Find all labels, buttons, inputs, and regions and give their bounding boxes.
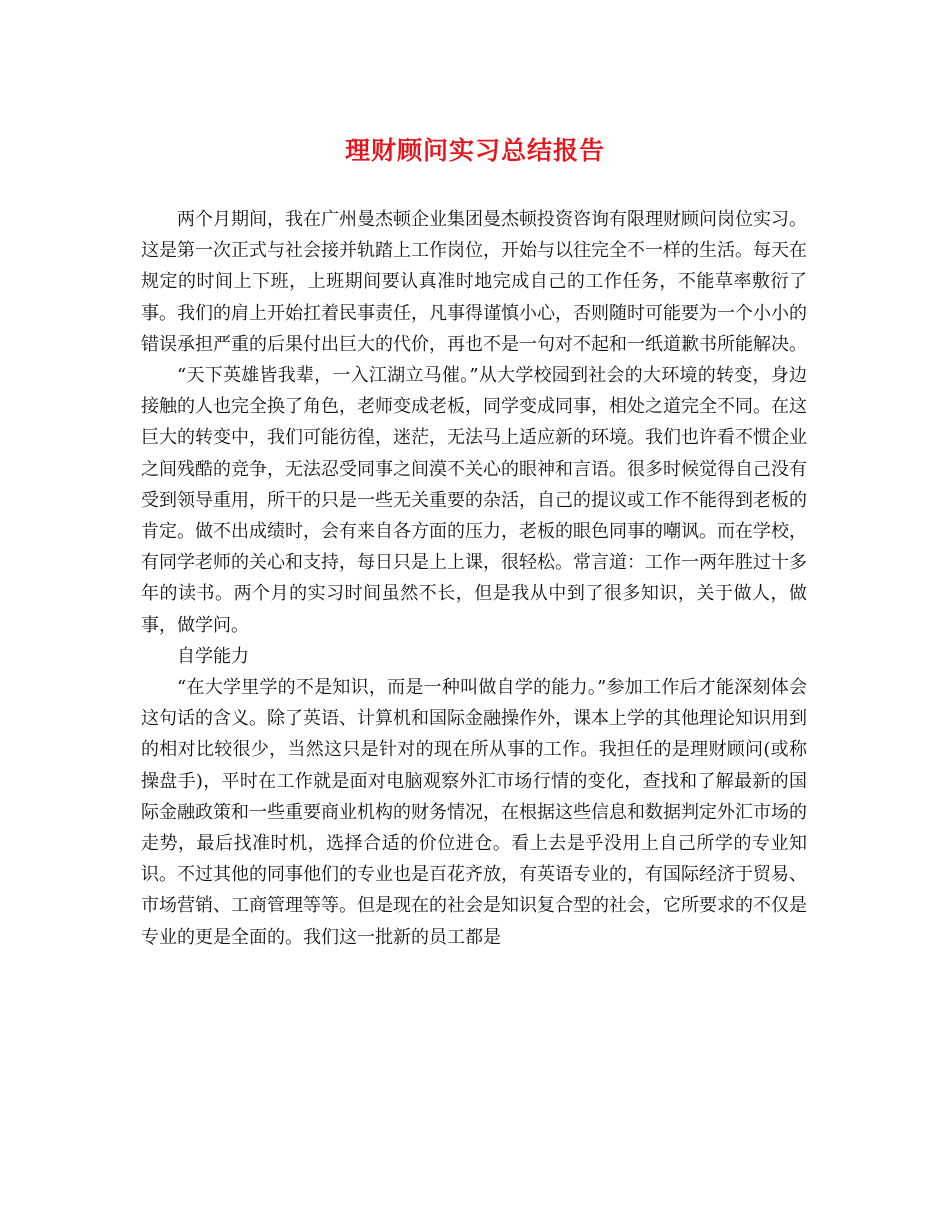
section-heading-self-learning: 自学能力 (177, 645, 249, 667)
document-title: 理财顾问实习总结报告 (344, 136, 605, 165)
paragraph-transition: “天下英雄皆我辈，一入江湖立马催。”从大学校园到社会的大环境的转变，身边接触的人也完全换了角色，老师变成老板，同学变成同事，相处之道完全不同。在这巨大的转变中，我们可能彷徨，迷茫，无法马上适应新的环境。我们也许看不惯企业之间残酷的竞争，无法忍受同事之间漠不关心的眼神和言语。很多时候觉得自己没有受到领导重用，所干的只是一些无关重要的杂活，自己的提议或工作不能得到老板的肯定。做不出成绩时，会有来自各方面的压力，老板的眼色同事的嘲讽。而在学校，有同学老师的关心和支持，每日只是上上课，很轻松。常言道：工作一两年胜过十多年的读书。两个月的实习时间虽然不长，但是我从中到了很多知识，关于做人，做事，做学问。 (141, 365, 807, 636)
document-body (141, 204, 807, 953)
paragraph-self-learning: “在大学里学的不是知识，而是一种叫做自学的能力。”参加工作后才能深刻体会这句话的含义。除了英语、计算机和国际金融操作外，课本上学的其他理论知识用到的相对比较很少，当然这只是针对的现在所从事的工作。我担任的是理财顾问(或称操盘手)，平时在工作就是面对电脑观察外汇市场行情的变化，查找和了解最新的国际金融政策和一些重要商业机构的财务情况，在根据这些信息和数据判定外汇市场的走势，最后找准时机，选择合适的价位进仓。看上去是乎没用上自己所学的专业知识。不过其他的同事他们的专业也是百花齐放，有英语专业的，有国际经济于贸易、市场营销、工商管理等等。但是现在的社会是知识复合型的社会，它所要求的不仅是专业的更是全面的。我们这一批新的员工都是 (141, 677, 807, 948)
paragraph-intro: 两个月期间，我在广州曼杰顿企业集团曼杰顿投资咨询有限理财顾问岗位实习。这是第一次正式与社会接并轨踏上工作岗位，开始与以往完全不一样的生活。每天在规定的时间上下班，上班期间要认真准时地完成自己的工作任务，不能草率敷衍了事。我们的肩上开始扛着民事责任，凡事得谨慎小心，否则随时可能要为一个小小的错误承担严重的后果付出巨大的代价，再也不是一句对不起和一纸道歉书所能解决。 (141, 209, 807, 355)
